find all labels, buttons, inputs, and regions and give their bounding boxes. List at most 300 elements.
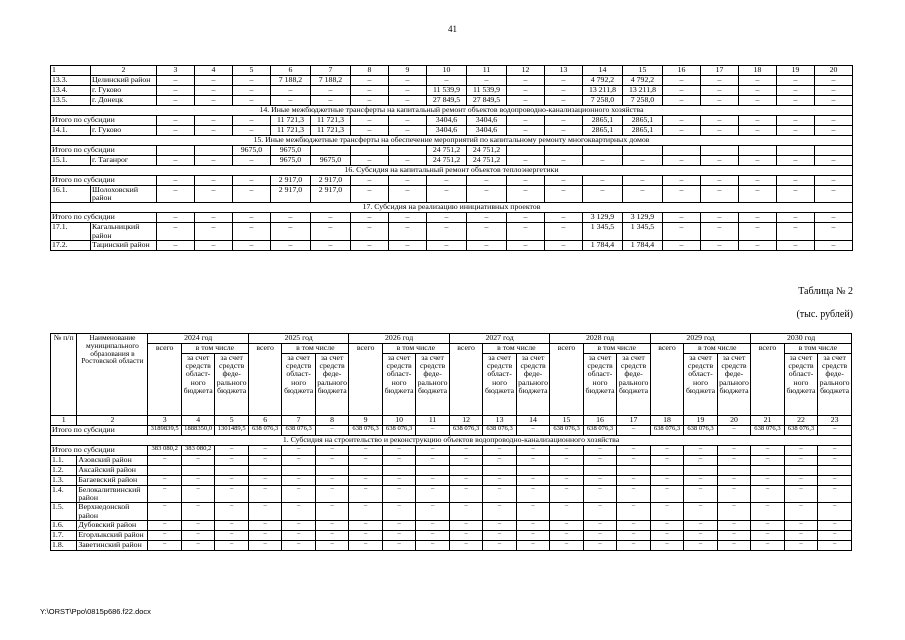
table-cell: – (777, 156, 815, 166)
table-cell: – (617, 446, 651, 456)
table-cell: – (181, 540, 214, 550)
column-number: 12 (507, 66, 545, 76)
table-cell: – (351, 126, 389, 136)
table-cell: – (389, 76, 427, 86)
table-cell: – (663, 86, 701, 96)
table-cell: – (739, 76, 777, 86)
table-cell: – (282, 520, 315, 530)
table-cell: – (233, 76, 271, 86)
table-cell: – (181, 530, 214, 540)
table-cell: – (282, 503, 315, 520)
table-cell: – (650, 503, 683, 520)
table-cell: – (739, 156, 777, 166)
table-cell (545, 146, 583, 156)
table-cell: – (382, 456, 415, 466)
table-cell: 2865,1 (583, 126, 623, 136)
table-cell: Дубовский район (77, 520, 148, 530)
column-number: 20 (717, 416, 751, 426)
table-cell: 24 751,2 (467, 156, 507, 166)
table-cell: – (818, 503, 852, 520)
table-cell: 16.1. (51, 186, 91, 203)
table-cell: – (777, 76, 815, 86)
section-title: 17. Субсидия на реализацию инициативных проектов (51, 203, 853, 213)
table-cell: – (389, 86, 427, 96)
table-cell: 13.3. (51, 76, 91, 86)
table-cell: – (550, 503, 583, 520)
document-path: Y:\ORST\Ppo\0815p686.f22.docx (40, 607, 151, 616)
table-cell: – (516, 530, 550, 540)
table-cell: – (389, 96, 427, 106)
table-cell: – (282, 446, 315, 456)
table-cell: – (663, 126, 701, 136)
table-cell: – (739, 213, 777, 223)
table-cell: 2 917,0 (311, 176, 351, 186)
header-total: всего (449, 344, 482, 416)
table-cell: – (550, 456, 583, 466)
table-cell: – (583, 520, 616, 530)
table-cell: – (739, 240, 777, 250)
column-number: 13 (483, 416, 516, 426)
header-federal-budget: за счет средств феде-рального бюджета (315, 354, 349, 416)
table-cell: – (416, 503, 450, 520)
table-cell: – (349, 503, 382, 520)
header-num: № п/п (51, 334, 77, 416)
table-cell: – (739, 223, 777, 240)
table-cell (815, 146, 853, 156)
table-cell (389, 146, 427, 156)
table-cell: – (449, 503, 482, 520)
table-cell (550, 466, 583, 476)
table-cell (583, 466, 616, 476)
table-cell: – (617, 476, 651, 486)
table-cell: – (449, 446, 482, 456)
table-row (51, 116, 853, 126)
table-cell: – (516, 476, 550, 486)
table-row (51, 446, 852, 456)
table-row (51, 186, 853, 203)
table-cell: – (663, 223, 701, 240)
table-cell: – (516, 540, 550, 550)
table-row (51, 176, 853, 186)
table-cell: – (195, 240, 233, 250)
table-cell: 1.3. (51, 476, 77, 486)
table-cell: – (148, 520, 181, 530)
table-cell: 638 076,3 (784, 426, 817, 436)
table-cell: – (282, 456, 315, 466)
table-cell: – (195, 186, 233, 203)
table-cell: – (195, 76, 233, 86)
table-cell: – (427, 176, 467, 186)
table-cell (507, 146, 545, 156)
table-cell: – (233, 223, 271, 240)
column-number: 15 (623, 66, 663, 76)
table-cell (623, 146, 663, 156)
table-cell: – (349, 456, 382, 466)
table-cell: – (416, 446, 450, 456)
table-cell: – (467, 223, 507, 240)
table-cell: 1 345,5 (623, 223, 663, 240)
table-cell: – (282, 530, 315, 540)
table-cell: – (777, 223, 815, 240)
table-cell: 1.1. (51, 456, 77, 466)
column-number: 17 (617, 416, 651, 426)
column-number-row (51, 66, 853, 76)
column-number: 14 (583, 66, 623, 76)
table-cell: – (507, 96, 545, 106)
table-cell: – (195, 126, 233, 136)
table-cell (157, 146, 195, 156)
table-cell: 27 849,5 (467, 96, 507, 106)
table-cell: – (751, 476, 784, 486)
header-regional-budget: за счет средств област-ного бюджета (282, 354, 315, 416)
table-cell: – (784, 456, 817, 466)
table-cell: 3 129,9 (583, 213, 623, 223)
table-cell: – (701, 116, 739, 126)
table-cell: – (382, 520, 415, 530)
table-cell: – (248, 540, 281, 550)
table-cell: – (777, 176, 815, 186)
table-cell: – (815, 86, 853, 96)
table-cell: – (815, 213, 853, 223)
header-including: в том числе (483, 344, 550, 354)
table-cell: – (389, 176, 427, 186)
table-cell: Тацинский район (91, 240, 157, 250)
table-cell: – (818, 530, 852, 540)
section-row (51, 203, 853, 213)
header-regional-budget: за счет средств област-ного бюджета (583, 354, 616, 416)
table-cell: – (516, 426, 550, 436)
table-cell: – (739, 176, 777, 186)
column-number: 6 (271, 66, 311, 76)
table-row (51, 540, 852, 550)
table-cell: 638 076,3 (282, 426, 315, 436)
table-cell (351, 146, 389, 156)
table-cell: 638 076,3 (550, 426, 583, 436)
table-cell: Итого по субсидии (51, 213, 157, 223)
table-cell (282, 466, 315, 476)
table-cell: – (777, 126, 815, 136)
header-year-2026: 2026 год (349, 334, 449, 344)
table-cell: – (507, 213, 545, 223)
table-cell: – (315, 446, 349, 456)
header-including: в том числе (784, 344, 851, 354)
header-total: всего (148, 344, 181, 416)
table-cell: Итого по субсидии (51, 446, 148, 456)
table-cell: – (507, 156, 545, 166)
table-cell: – (583, 176, 623, 186)
table-cell: – (545, 176, 583, 186)
table-cell: – (777, 213, 815, 223)
table-row (51, 240, 853, 250)
table-cell: – (349, 446, 382, 456)
page-number: 41 (448, 24, 457, 34)
table-cell: – (623, 156, 663, 166)
table-cell (382, 466, 415, 476)
table-cell: 638 076,3 (684, 426, 717, 436)
table-cell: 638 076,3 (483, 426, 516, 436)
column-number: 1 (51, 416, 77, 426)
table-cell: – (467, 186, 507, 203)
table-cell: – (650, 486, 683, 503)
table-cell: – (157, 126, 195, 136)
table-cell: – (583, 156, 623, 166)
table-cell: – (815, 116, 853, 126)
table-cell: – (516, 486, 550, 503)
table-cell: – (315, 476, 349, 486)
table-cell: – (271, 240, 311, 250)
table-cell: 1.6. (51, 520, 77, 530)
table-row (51, 126, 853, 136)
table-cell: 1.2. (51, 466, 77, 476)
table-cell: – (157, 76, 195, 86)
table-cell: 27 849,5 (427, 96, 467, 106)
table-row (51, 426, 852, 436)
table-cell: – (389, 186, 427, 203)
table-cell: 7 188,2 (271, 76, 311, 86)
table-row (51, 146, 853, 156)
table-cell: – (467, 240, 507, 250)
table-cell: – (663, 156, 701, 166)
header-year-2030: 2030 год (751, 334, 852, 344)
table-cell: – (818, 476, 852, 486)
table-cell: – (516, 520, 550, 530)
table-cell: – (483, 486, 516, 503)
table-cell: 9675,0 (233, 146, 271, 156)
table-cell: 11 721,3 (311, 126, 351, 136)
table-cell: – (157, 186, 195, 203)
table-cell: – (311, 86, 351, 96)
table-cell: – (516, 503, 550, 520)
column-number: 1 (51, 66, 91, 76)
table-cell: – (684, 530, 717, 540)
table-cell: – (315, 540, 349, 550)
table-cell: 13.5. (51, 96, 91, 106)
table-cell: – (701, 156, 739, 166)
table-cell: – (751, 520, 784, 530)
table-cell: – (349, 486, 382, 503)
table-cell: 1 784,4 (583, 240, 623, 250)
table-cell: – (739, 126, 777, 136)
table-cell: – (815, 240, 853, 250)
table-cell: – (717, 446, 751, 456)
table-row (51, 86, 853, 96)
table-cell: – (157, 116, 195, 126)
table-cell: 3404,6 (427, 116, 467, 126)
table-cell: – (751, 446, 784, 456)
table-cell: – (157, 96, 195, 106)
table-cell: – (195, 86, 233, 96)
table-cell: – (449, 520, 482, 530)
table-cell: 3189839,5 (148, 426, 181, 436)
table-cell: – (467, 76, 507, 86)
table-row (51, 520, 852, 530)
table-cell: – (663, 116, 701, 126)
header-total: всего (650, 344, 683, 416)
table-cell: – (784, 540, 817, 550)
table-cell (684, 466, 717, 476)
table-cell: – (271, 86, 311, 96)
table-cell: – (382, 540, 415, 550)
table-cell: 13 211,8 (623, 86, 663, 96)
table-cell: – (248, 520, 281, 530)
table-cell: – (516, 446, 550, 456)
header-regional-budget: за счет средств област-ного бюджета (382, 354, 415, 416)
section-row (51, 166, 853, 176)
column-number: 4 (195, 66, 233, 76)
table-cell: 14.1. (51, 126, 91, 136)
table-cell: – (545, 116, 583, 126)
table-cell: – (701, 76, 739, 86)
table-cell: – (351, 223, 389, 240)
table-cell: – (483, 520, 516, 530)
column-number: 19 (684, 416, 717, 426)
table-cell: – (389, 240, 427, 250)
table-cell: – (550, 476, 583, 486)
table-cell: – (351, 176, 389, 186)
table-cell: – (777, 96, 815, 106)
table-cell: – (215, 456, 249, 466)
table-cell (583, 146, 623, 156)
header-including: в том числе (382, 344, 449, 354)
header-year-2027: 2027 год (449, 334, 549, 344)
table-cell: – (545, 186, 583, 203)
table-cell: – (717, 456, 751, 466)
table-cell: 7 258,0 (583, 96, 623, 106)
table-cell: – (382, 503, 415, 520)
table-cell: – (784, 486, 817, 503)
column-number: 5 (215, 416, 249, 426)
table-cell: – (148, 486, 181, 503)
table-cell: – (717, 540, 751, 550)
table-cell: – (701, 213, 739, 223)
column-number: 14 (516, 416, 550, 426)
table-cell: – (701, 223, 739, 240)
table-cell: г. Донецк (91, 96, 157, 106)
table-cell: – (157, 86, 195, 96)
table-cell: – (483, 530, 516, 540)
table-cell: 638 076,3 (751, 426, 784, 436)
column-number: 10 (382, 416, 415, 426)
table-cell: – (449, 540, 482, 550)
table-cell: – (507, 76, 545, 86)
table-cell: – (315, 530, 349, 540)
table-cell: – (650, 520, 683, 530)
table-cell: 638 076,3 (583, 426, 616, 436)
header-year-2029: 2029 год (650, 334, 750, 344)
subsidy-table-1 (50, 65, 853, 251)
table-cell: г. Гуково (91, 126, 157, 136)
section-row (51, 106, 853, 116)
table-cell: – (282, 476, 315, 486)
table-cell: – (427, 186, 467, 203)
table-cell (717, 466, 751, 476)
table-cell: – (784, 503, 817, 520)
table-cell: – (650, 476, 683, 486)
section-title: 14. Иные межбюджетные трансферты на капитальный ремонт объектов водопроводно-канализационного хозяйства (51, 106, 853, 116)
table-cell: – (818, 456, 852, 466)
column-number: 18 (739, 66, 777, 76)
table-cell: – (663, 240, 701, 250)
table-cell: – (483, 476, 516, 486)
table-cell: – (550, 520, 583, 530)
table-cell: – (583, 486, 616, 503)
table-cell: – (215, 540, 249, 550)
section-title: 1. Субсидия на строительство и реконструкцию объектов водопроводно-канализационного хозяйства (51, 436, 852, 446)
table-cell: – (271, 213, 311, 223)
table-row (51, 156, 853, 166)
table-cell: – (389, 223, 427, 240)
header-total: всего (550, 344, 583, 416)
table-cell: – (701, 186, 739, 203)
table-cell: – (818, 486, 852, 503)
table-cell: – (181, 520, 214, 530)
table-cell: 24 751,2 (427, 156, 467, 166)
column-number: 16 (583, 416, 616, 426)
table-cell: – (717, 520, 751, 530)
table-cell: – (157, 240, 195, 250)
table-cell: – (148, 456, 181, 466)
table-cell: – (777, 116, 815, 126)
table-cell: 3404,6 (427, 126, 467, 136)
table-cell: – (311, 96, 351, 106)
table-cell: – (349, 476, 382, 486)
table-cell: – (717, 476, 751, 486)
table-cell: – (311, 240, 351, 250)
column-number: 15 (550, 416, 583, 426)
table-cell: – (271, 223, 311, 240)
table-cell: – (784, 476, 817, 486)
table-cell: 2 917,0 (311, 186, 351, 203)
table-cell: – (449, 456, 482, 466)
table-cell: – (389, 156, 427, 166)
table-cell: 1.4. (51, 486, 77, 503)
table-cell: – (389, 213, 427, 223)
table-cell: – (215, 476, 249, 486)
table-cell: – (583, 476, 616, 486)
table-cell: 11 721,3 (271, 116, 311, 126)
table-cell: 4 792,2 (623, 76, 663, 86)
table-cell (784, 466, 817, 476)
header-regional-budget: за счет средств област-ного бюджета (181, 354, 214, 416)
column-number: 8 (315, 416, 349, 426)
table-cell: – (815, 186, 853, 203)
table-cell (195, 146, 233, 156)
header-row (51, 344, 852, 354)
column-number: 3 (157, 66, 195, 76)
table-cell: Итого по субсидии (51, 146, 157, 156)
table-cell (751, 466, 784, 476)
table-cell: – (351, 213, 389, 223)
table-cell: Заветинский район (77, 540, 148, 550)
table-cell (650, 466, 683, 476)
table-cell: – (157, 223, 195, 240)
table-cell (663, 146, 701, 156)
table-cell: – (507, 223, 545, 240)
subsidy-table-2 (50, 333, 852, 551)
table-cell (416, 466, 450, 476)
table-cell: – (751, 486, 784, 503)
table-cell (818, 466, 852, 476)
table-cell: – (315, 503, 349, 520)
table-cell: – (467, 213, 507, 223)
table-cell: – (739, 86, 777, 96)
table-cell: – (382, 486, 415, 503)
table-row (51, 466, 852, 476)
table-cell: – (739, 96, 777, 106)
table-cell: – (233, 116, 271, 126)
table-cell: – (663, 176, 701, 186)
table-cell (311, 146, 351, 156)
